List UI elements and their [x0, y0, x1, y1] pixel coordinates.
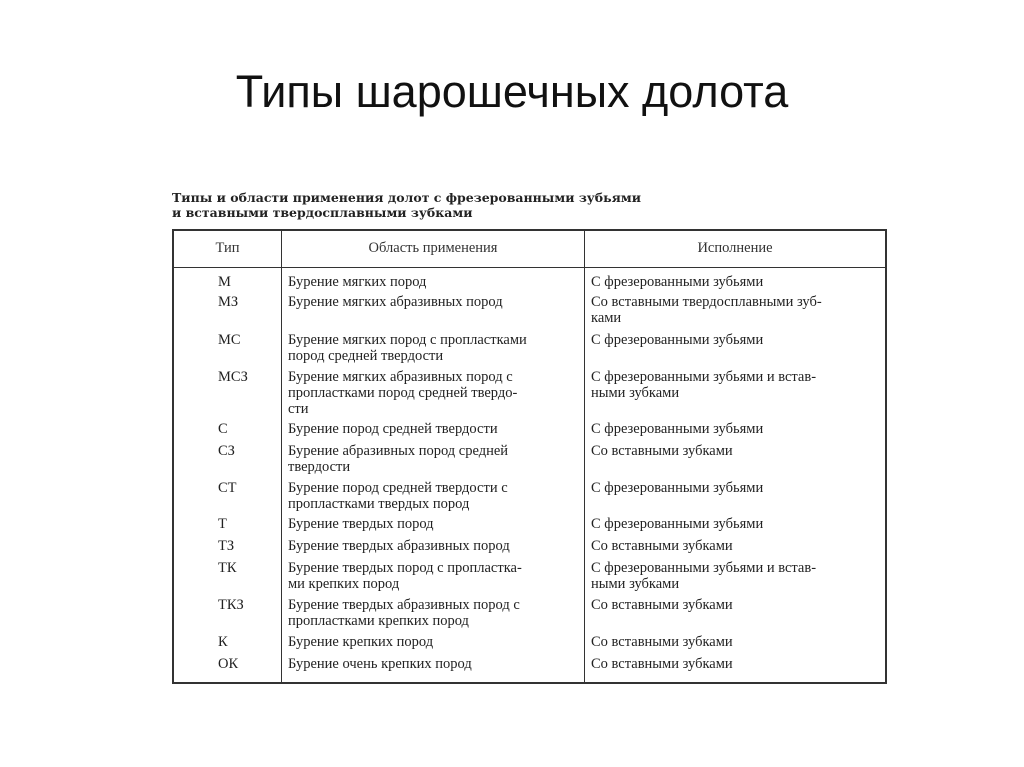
application-cell: Бурение абразивных пород средней твердости — [288, 443, 509, 475]
application-cell: Бурение мягких пород с пропластками пород средней твердости — [288, 332, 527, 364]
header-design: Исполнение — [697, 240, 773, 256]
type-cell: МЗ — [218, 294, 239, 310]
application-cell: Бурение пород средней твердости с пропластками твердых пород — [288, 480, 508, 512]
design-cell: С фрезерованными зубьями и встав- ными зубками — [591, 369, 817, 401]
type-cell: СЗ — [218, 443, 235, 459]
application-cell: Бурение крепких пород — [288, 634, 434, 650]
design-cell: С фрезерованными зубьями — [591, 480, 764, 496]
header-type: Тип — [215, 240, 240, 256]
design-cell: С фрезерованными зубьями — [591, 274, 764, 290]
table-caption: Типы и области применения долот с фрезерованными зубьями и вставными твердосплавными зубками — [172, 190, 641, 220]
type-cell: ТЗ — [218, 538, 235, 554]
type-cell: СТ — [218, 480, 237, 496]
application-cell: Бурение очень крепких пород — [288, 656, 472, 672]
application-cell: Бурение мягких абразивных пород с пропластками пород средней твердо- сти — [288, 369, 518, 417]
column-divider — [584, 231, 585, 682]
type-cell: МС — [218, 332, 241, 348]
design-cell: Со вставными твердосплавными зуб- ками — [591, 294, 822, 326]
type-cell: ТК — [218, 560, 237, 576]
application-cell: Бурение твердых абразивных пород — [288, 538, 510, 554]
design-cell: Со вставными зубками — [591, 538, 733, 554]
application-cell: Бурение твердых абразивных пород с пропластками крепких пород — [288, 597, 520, 629]
header-application: Область применения — [368, 240, 498, 256]
slide-title: Типы шарошечных долота — [235, 66, 789, 117]
design-cell: Со вставными зубками — [591, 634, 733, 650]
design-cell: С фрезерованными зубьями — [591, 516, 764, 532]
design-cell: С фрезерованными зубьями — [591, 421, 764, 437]
type-cell: К — [218, 634, 228, 650]
type-cell: М — [218, 274, 231, 290]
type-cell: С — [218, 421, 228, 437]
type-cell: ТКЗ — [218, 597, 244, 613]
table-header — [174, 231, 885, 268]
design-cell: Со вставными зубками — [591, 443, 733, 459]
design-cell: С фрезерованными зубьями и встав- ными зубками — [591, 560, 817, 592]
design-cell: Со вставными зубками — [591, 597, 733, 613]
application-cell: Бурение твердых пород — [288, 516, 434, 532]
application-cell: Бурение мягких абразивных пород — [288, 294, 503, 310]
type-cell: Т — [218, 516, 227, 532]
design-cell: С фрезерованными зубьями — [591, 332, 764, 348]
drill-bit-types-table — [172, 229, 887, 684]
application-cell: Бурение пород средней твердости — [288, 421, 498, 437]
type-cell: ОК — [218, 656, 239, 672]
application-cell: Бурение твердых пород с пропластка- ми крепких пород — [288, 560, 522, 592]
column-divider — [281, 231, 282, 682]
design-cell: Со вставными зубками — [591, 656, 733, 672]
type-cell: МСЗ — [218, 369, 248, 385]
application-cell: Бурение мягких пород — [288, 274, 427, 290]
